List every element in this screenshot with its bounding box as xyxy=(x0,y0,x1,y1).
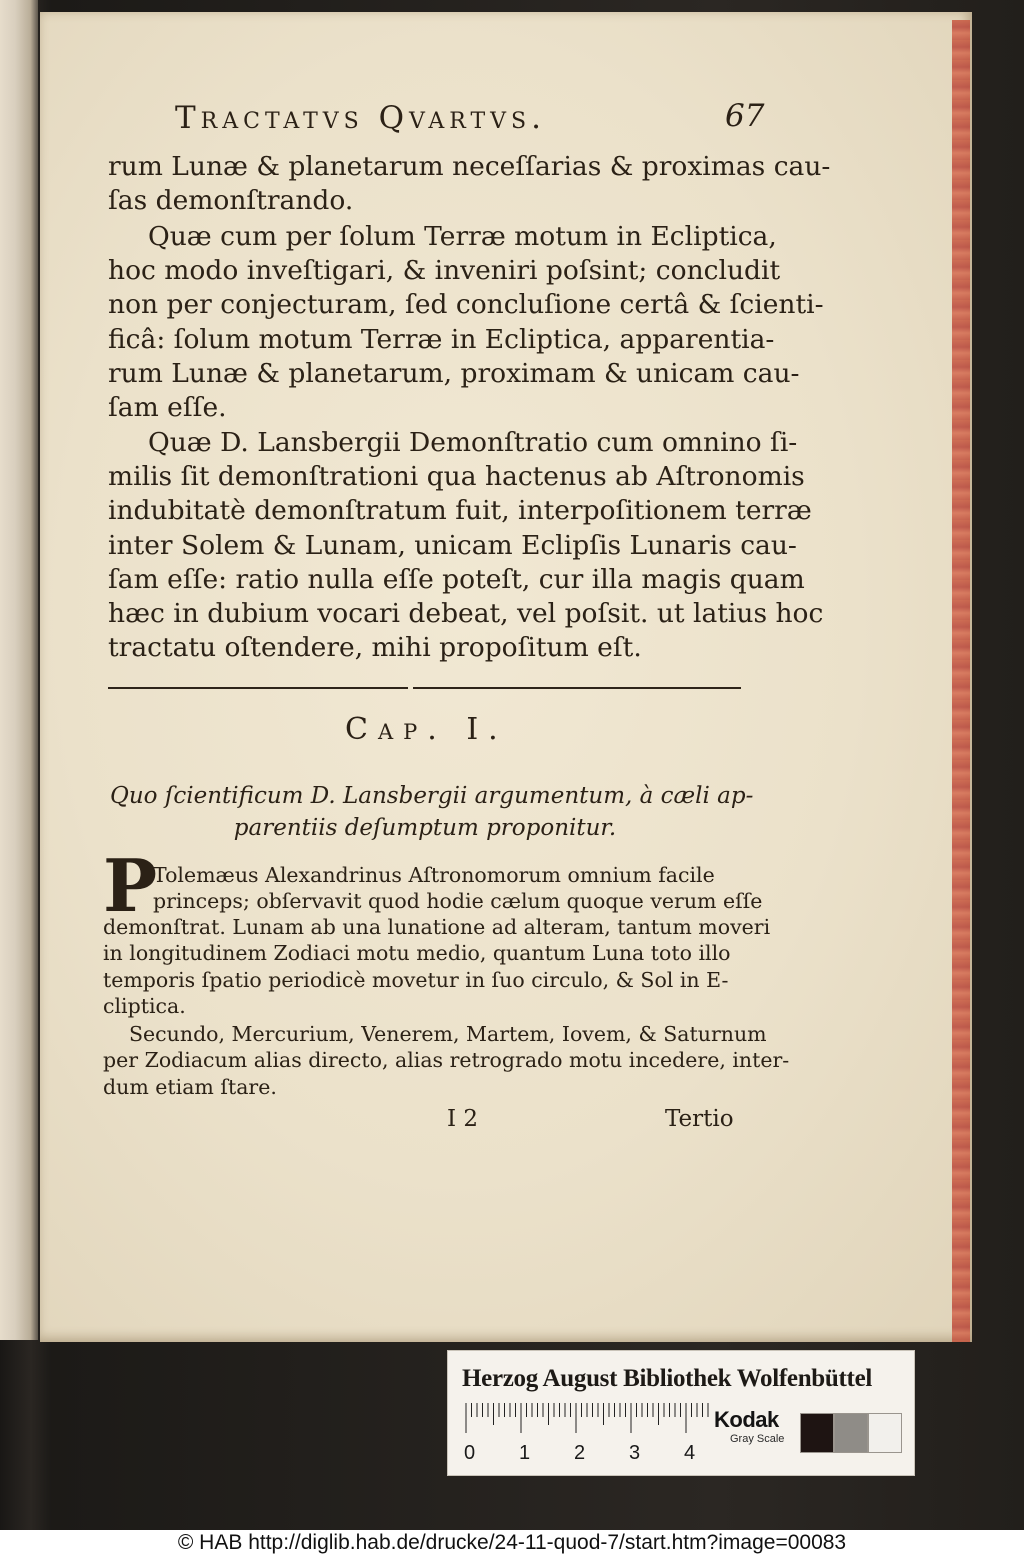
drop-cap-letter: P xyxy=(103,843,158,928)
text-line: ſam eſſe. xyxy=(108,392,227,424)
text-line: hoc modo inveſtigari, & inveniri poſsint; concludit xyxy=(108,255,781,287)
catchword: Tertio xyxy=(665,1106,734,1132)
text-line: Secundo, Mercurium, Venerem, Martem, Iovem, & Saturnum xyxy=(129,1022,767,1046)
text-line: dum etiam ſtare. xyxy=(103,1074,277,1099)
section-rule-right xyxy=(413,687,741,689)
signature-mark: I 2 xyxy=(447,1106,479,1132)
paragraph-3 xyxy=(108,426,824,665)
text-line: Quæ cum per ſolum Terræ motum in Ecliptica, xyxy=(148,221,777,252)
running-header-title: Tractatvs Qvartvs. xyxy=(175,100,546,136)
text-line: indubitatè demonſtratum fuit, interpoſitionem terræ xyxy=(108,495,812,527)
copyright-footer: © HAB http://diglib.hab.de/drucke/24-11-quod-7/start.htm?image=00083 xyxy=(0,1530,1024,1556)
gray-patch-dark xyxy=(800,1413,834,1453)
subtitle-line: parentiis deſumptum proponitur. xyxy=(233,815,617,841)
text-line: in longitudinem Zodiaci motu medio, quantum Luna toto illo xyxy=(103,941,731,966)
text-line: demonſtrat. Lunam ab una lunatione ad alteram, tantum moveri xyxy=(103,915,771,939)
kodak-gray-scale-label: Gray Scale xyxy=(730,1433,785,1445)
text-line: hæc in dubium vocari debeat, vel poſsit. ut latius hoc xyxy=(108,598,824,630)
paragraph-2 xyxy=(108,220,824,425)
ruler-number: 3 xyxy=(629,1442,641,1464)
gray-patch-mid xyxy=(834,1413,868,1453)
text-line: Quæ D. Lansbergii Demonſtratio cum omnino ſi- xyxy=(148,427,798,458)
previous-page-edge xyxy=(0,0,38,1340)
ruler-number: 0 xyxy=(464,1442,476,1464)
text-line: milis ſit demonſtrationi qua hactenus ab Aſtronomis xyxy=(108,461,805,493)
body-rest-lines xyxy=(103,914,770,1019)
text-line: rum Lunæ & planetarum, proximam & unicam cau- xyxy=(108,357,800,389)
chapter-heading: Cap. I. xyxy=(345,712,508,747)
text-line: Tolemæus Alexandrinus Aſtronomorum omnium facile xyxy=(153,863,715,887)
paragraph-1 xyxy=(108,150,831,218)
text-line: temporis ſpatio periodicè movetur in ſuo circulo, & Sol in E- xyxy=(103,967,729,992)
text-line: rum Lunæ & planetarum neceſſarias & proximas cau- xyxy=(108,151,831,182)
page-number: 67 xyxy=(725,98,765,134)
text-line: ſas demonſtrando. xyxy=(108,185,354,217)
text-line: cliptica. xyxy=(103,993,186,1018)
ruler-ticks xyxy=(466,1403,708,1433)
ruler-number: 2 xyxy=(574,1442,586,1464)
ruler-number: 4 xyxy=(684,1442,696,1464)
color-calibration-card xyxy=(447,1350,915,1476)
kodak-logo: Kodak xyxy=(714,1407,779,1432)
body-second-paragraph xyxy=(103,1021,789,1100)
section-rule-left xyxy=(108,687,408,689)
library-name: Herzog August Bibliothek Wolfenbüttel xyxy=(462,1365,873,1392)
ruler-scale xyxy=(462,1401,712,1465)
red-page-edge xyxy=(952,20,970,1342)
ruler-number: 1 xyxy=(519,1442,531,1464)
gray-patch-light xyxy=(868,1413,902,1453)
text-line: princeps; obſervavit quod hodie cælum quoque verum eſſe xyxy=(153,889,763,914)
chapter-subtitle xyxy=(110,780,754,844)
body-first-lines xyxy=(153,862,762,915)
text-line: tractatu oſtendere, mihi propoſitum eſt. xyxy=(108,632,642,664)
text-line: per Zodiacum alias directo, alias retrogrado motu incedere, inter- xyxy=(103,1048,790,1073)
subtitle-line: Quo ſcientificum D. Lansbergii argumentum, à cæli ap- xyxy=(110,783,754,809)
text-line: non per conjecturam, ſed concluſione certâ & ſcienti- xyxy=(108,289,824,321)
text-line: inter Solem & Lunam, unicam Eclipſis Lunaris cau- xyxy=(108,529,797,561)
text-line: ficâ: ſolum motum Terræ in Ecliptica, apparentia- xyxy=(108,323,775,355)
text-line: ſam eſſe: ratio nulla eſſe poteſt, cur illa magis quam xyxy=(108,563,805,595)
